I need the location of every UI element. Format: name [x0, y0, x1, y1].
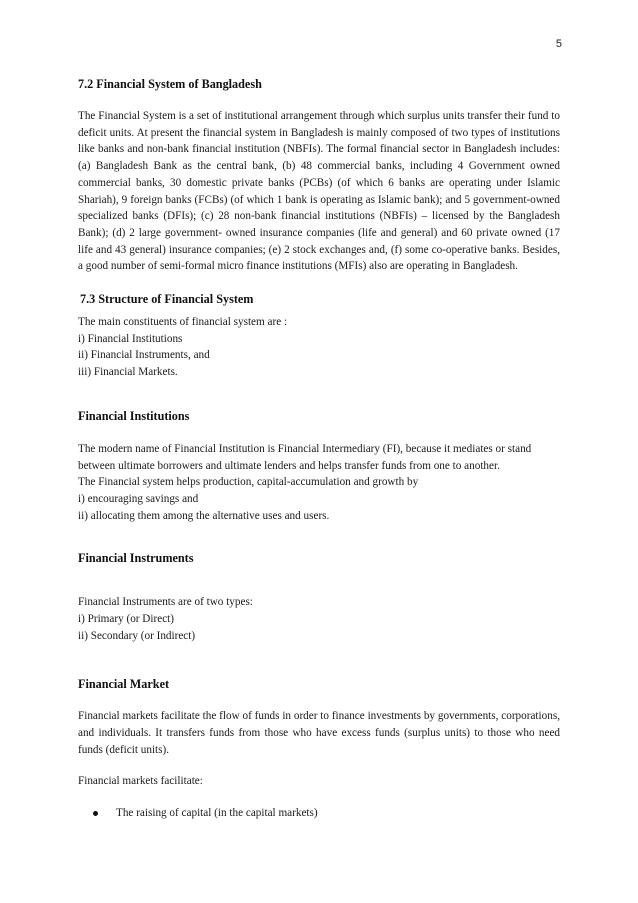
section-7-3-line: i) Financial Institutions — [78, 332, 183, 345]
page-content — [78, 76, 560, 838]
bullet-icon — [93, 811, 98, 816]
financial-institutions-line: ii) allocating them among the alternative uses and users. — [78, 509, 330, 522]
section-7-3-line: ii) Financial Instruments, and — [78, 349, 210, 362]
financial-instruments-line: ii) Secondary (or Indirect) — [78, 629, 196, 642]
financial-instruments-heading: Financial Instruments — [78, 551, 194, 566]
list-item — [78, 805, 560, 822]
section-7-2-paragraph: The Financial System is a set of institutional arrangement through which surplus units transfer their fund to deficit units. At present the financial system in Bangladesh is mainly composed of two types of institutions like banks and non-bank financial institution (NBFIs). The formal financial sector in Bangladesh includes: (a) Bangladesh Bank as the central bank, (b) 48 commercial banks, including 4 Government owned commercial banks, 30 domestic private banks (PCBs) (of which 6 banks are operating under Islamic Shariah), 9 foreign banks (FCBs) (of which 1 bank is operating as Islamic bank); and 5 government-owned specialized banks (DFIs); (c) 28 non-bank financial institutions (NBFIs) – licensed by the Bangladesh Bank); (d) 2 large government- owned insurance companies (life and general) and 60 private owned (17 life and 43 general) insurance companies; (e) 2 stock exchanges and, (f) some co-operative banks. Besides, a good number of semi-formal micro finance institutions (MFIs) also are operating in Bangladesh. — [78, 110, 560, 273]
financial-market-facilitate-heading: Financial markets facilitate: — [78, 774, 203, 787]
financial-market-paragraph: Financial markets facilitate the flow of funds in order to finance investments by governments, corporations, and individuals. It transfers funds from those who have excess funds (surplus units) to those who need funds (deficit units). — [78, 710, 560, 756]
financial-institutions-line: between ultimate borrowers and ultimate lenders and helps transfer funds from one to another. — [78, 459, 500, 472]
section-7-3-list — [78, 314, 560, 381]
financial-institutions-line: i) encouraging savings and — [78, 492, 199, 505]
bullet-text: The raising of capital (in the capital markets) — [116, 807, 318, 820]
financial-institutions-heading: Financial Institutions — [78, 408, 190, 423]
page-number: 5 — [555, 38, 562, 50]
financial-institutions-line: The modern name of Financial Institution is Financial Intermediary (FI), because it mediates or stand — [78, 442, 532, 455]
section-7-3-line: iii) Financial Markets. — [78, 366, 178, 379]
section-7-3-heading: 7.3 Structure of Financial System — [80, 292, 254, 307]
section-7-2-heading: 7.2 Financial System of Bangladesh — [78, 77, 262, 91]
financial-institutions-line: The Financial system helps production, capital-accumulation and growth by — [78, 476, 419, 489]
financial-market-bullet-list — [78, 805, 560, 822]
financial-instruments-line: Financial Instruments are of two types: — [78, 596, 253, 609]
financial-institutions-text — [78, 441, 560, 525]
financial-instruments-line: i) Primary (or Direct) — [78, 613, 174, 626]
section-7-3-line: The main constituents of financial system are : — [78, 316, 288, 329]
financial-market-heading: Financial Market — [78, 677, 170, 692]
financial-instruments-text — [78, 594, 560, 644]
